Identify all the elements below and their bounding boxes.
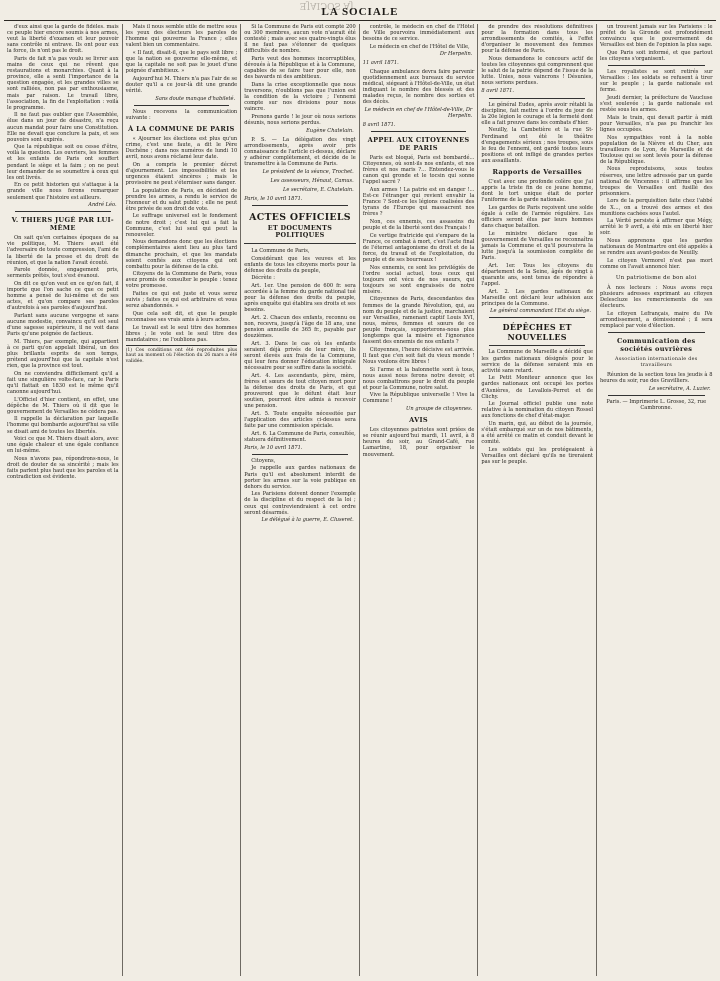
paragraph: La Vérité persiste à affirmer que Mégy, arrêté le 9 avril, a été mis en liberté hier soir. [599, 218, 713, 237]
paragraph: Jeudi dernier, la préfecture de Vaucluse s'est soulevée ; la garde nationale est restée sous les armes. [599, 94, 713, 114]
paragraph: Voici ce que M. Thiers disait alors, avec une égale chaleur et une égale confiance en lui-même. [7, 436, 119, 455]
paragraph: Le travail est le seul titre des hommes libres ; le vote est le seul titre des mandataires ; ne l'oublions pas. [125, 324, 238, 343]
section-title: V. THIERS JUGÉ PAR LUI-MÊME [11, 216, 114, 233]
paragraph: Que cela soit dit, et que le peuple reconnaisse ses vrais amis à leurs actes. [125, 310, 238, 323]
paragraph: Non, ces ennemis, ces assassins du peuple et de la liberté sont des Français ! [362, 218, 475, 231]
paragraph: Faites ce qui est juste et vous serez suivis ; faites ce qui est arbitraire et vous serez abandonnés. » [125, 291, 238, 310]
paragraph: Lors de la perquisition faite chez l'abbé de X..., on a trouvé des armes et des munitions cachées sous l'autel. [599, 198, 713, 217]
paragraph: Décrète : [251, 275, 275, 282]
signature: Le délégué à la guerre, E. Cluseret. [261, 517, 354, 524]
signature: Eugène Chatelain. [306, 127, 354, 134]
masthead: LA SOCIALE [321, 6, 399, 18]
paragraph: Nos sympathies vont à la noble population de la Nièvre et du Cher, aux travailleurs de Lyon, de Marseille et de Toulouse qui se sont levés pour la défense de la République. [599, 134, 713, 165]
paragraph: Art. 2. Les gardes nationaux de Marseille ont déclaré leur adhésion aux principes de la Commune. [481, 288, 593, 307]
paragraph: Art. 1er. Tous les citoyens du département de la Seine, âgés de vingt à quarante ans, sont tenus de répondre à l'appel. [481, 262, 593, 287]
paragraph: Parlant sans aucune vergogne et sans aucune modestie, convaincu qu'il est seul d'une sagesse supérieure, il ne voit dans Paris qu'une poignée de factieux. [7, 312, 119, 338]
paragraph: C'est avec une profonde colère que j'ai appris la triste fin de ce jeune homme, dont le tort unique était de porter l'uniforme de la garde nationale. [481, 178, 593, 204]
divider [489, 345, 585, 346]
paragraph: « Ajourner les élections est plus qu'un crime, c'est une faute, a dit le Père Duchêne ; dans nos numéros de lundi 10 avril, nous avons réclamé leur date. [125, 135, 238, 161]
paragraph: Le suffrage universel est le fondement de notre droit ; c'est lui qui a fait la Commune, c'est lui seul qui peut la renouveler. [125, 213, 238, 238]
divider [489, 317, 585, 318]
divider [608, 395, 705, 396]
paragraph: Art. 6. La Commune de Paris, consultée, statuera définitivement. [244, 430, 356, 443]
paragraph: Je rappelle aux gardes nationaux de Paris qu'il est absolument interdit de porter les armes sur la voie publique en dehors du service. [244, 465, 356, 490]
paragraph: Aux armes ! La patrie est en danger !... Est-ce l'étranger qui revient envahir la France ? Sont-ce les légions coalisées des tyrans de l'Europe qui massacrent nos frères ? [362, 186, 475, 218]
paragraph: Il ne faut pas oublier que l'Assemblée, élue dans un jour de désastre, n'a reçu aucun mandat pour faire une Constitution. Elle ne devait que conclure la paix, et ses pouvoirs sont expirés. [7, 112, 119, 143]
signature: Le médecin en chef de l'Hôtel-de-Ville, Dr Herpelin. [364, 106, 473, 119]
dateline: 8 avril 1871. [481, 88, 515, 95]
column-2 [123, 24, 242, 976]
column-3 [241, 24, 360, 976]
column-5 [478, 24, 597, 976]
paragraph: Parole donnée, engagement pris, serments prêtés, tout s'est évanoui. [7, 267, 119, 280]
divider [252, 205, 348, 206]
paragraph: Citoyennes de Paris, descendantes des femmes de la grande Révolution, qui, au nom du peuple et de la justice, marchaient sur Versailles, ramenant captif Louis XVI, nous, mères, femmes et sœurs de ce peuple français, supporterons-nous plus longtemps que la misère et l'ignorance fassent des ennemis de nos enfants ? [362, 296, 475, 346]
paragraph: La Commune de Marseille a décidé que les gardes nationaux désignés pour le service de la défense seraient mis en activité sans retard. [481, 349, 593, 374]
signature: Le secrétaire, E. Chatelain. [283, 186, 354, 193]
paragraph: Aujourd'hui M. Thiers n'a pas l'air de se douter qu'il a ce jour-là dit une grande vérité. [125, 75, 238, 94]
column-6 [597, 24, 716, 976]
paragraph: Paris de fait n'a pas voulu se livrer aux mains de ceux qui ne rêvent que restaurations et monarchies. Quant à la province, elle a senti l'importance de la question engagée, et les grandes villes se sont ralliées, non pas par enthousiasme, mais par raison. Le travail libre, l'association, la fin de l'exploitation : voilà le programme. [7, 55, 119, 111]
dateline: Paris, le 10 avril 1871. [244, 195, 303, 202]
paragraph: À nos lecteurs : Nous avons reçu plusieurs adresses exprimant au citoyen Delescluze les remerciements de ses électeurs. [599, 284, 713, 310]
paragraph: Ce vertige fratricide qui s'empare de la France, ce combat à mort, c'est l'acte final de l'éternel antagonisme du droit et de la force, du travail et de l'exploitation, du peuple et de ses bourreaux ! [362, 232, 475, 263]
paragraph: Le Journal officiel publie une note relative à la nomination du citoyen Rossel aux fonctions de chef d'état-major. [481, 401, 593, 420]
bleed-through-text: ƎJAIƆOS AJ [300, 0, 354, 10]
paragraph: Les citoyennes patriotes sont priées de se réunir aujourd'hui mardi, 11 avril, à 8 heures du soir, au Grand-Café, rue Lamartine, 18, pour organiser le mouvement. [362, 427, 475, 458]
signature: Le président de la séance, Trochet. [262, 168, 354, 175]
paragraph: Art. 5. Toute enquête nécessitée par l'application des articles ci-dessus sera faite par une commission spéciale. [244, 410, 356, 429]
paragraph: On sait qu'en certaines époques de sa vie politique, M. Thiers avait été l'adversaire de toute compression, l'ami de la liberté de la presse et du droit de réunion, et que la nation l'avait écouté. [7, 235, 119, 266]
dateline: Paris, le 10 avril 1871. [244, 444, 303, 451]
paragraph: Si la Commune de Paris eût compté 200 ou 300 membres, aucun vote n'aurait été contesté ; mais avec ses quatre-vingts élus il ne faut pas s'étonner de quelques difficultés de nombre. [244, 24, 356, 55]
paragraph: Le ministre déclare que le gouvernement de Versailles ne reconnaîtra jamais la Commune et qu'il poursuivra la lutte jusqu'à la soumission complète de Paris. [481, 230, 593, 262]
section-title: DÉPÊCHES ET NOUVELLES [502, 322, 572, 343]
divider [15, 211, 111, 212]
paragraph: Le médecin en chef de l'Hôtel de Ville, [369, 43, 470, 50]
dateline: 11 avril 1871. [362, 60, 399, 67]
postscript: P. S. — La délégation des vingt arrondissements, après avoir pris connaissance de l'article ci-dessus, déclare y adhérer complètement, et décide de le transmettre à la Commune de Paris. [244, 136, 356, 167]
section-title: À LA COMMUNE DE PARIS [128, 124, 235, 133]
section-subtitle: Association internationale des travailleurs [615, 357, 698, 369]
paragraph: Nous apprenons que les gardes nationaux de Montmartre ont été appelés à se rendre aux avant-postes de Neuilly. [599, 238, 713, 257]
paragraph: Les royalistes se sont retirés sur Versailles : les soldats se refusent à tirer sur le peuple ; la garde nationale est ferme. [599, 69, 713, 94]
signature: André Léo. [88, 202, 117, 209]
paragraph: Paris veut des hommes incorruptibles, dévoués à la République et à la Commune, capables de se faire tuer pour elle, non des bavards ni des ambitieux. [244, 55, 356, 81]
divider [489, 98, 585, 99]
paragraph: Vive la République universelle ! Vive la Commune ! [362, 392, 475, 405]
paragraph: Si l'arme et la baïonnette sont à tous, nous aussi nous ferons notre devoir, et nous combattrons pour le droit du peuple et pour la Commune, notre salut. [362, 366, 475, 391]
footnote: (1) Ces conditions ont été reproduites plus haut au moment où l'élection du 26 mars a été validée. [126, 345, 238, 364]
divider [608, 332, 705, 333]
paragraph: Neuilly, la Cambetière et la rue St-Ferdinand ont été le théâtre d'engagements sérieux ; nos troupes, sous le feu de l'ennemi, ont gardé toutes leurs positions et ont infligé de grandes pertes aux assaillants. [481, 127, 593, 164]
paragraph: On ne conviendra difficilement qu'il a fait une singulière volte-face, car le Paris qu'il flattait en 1830 est le même qu'il canonne aujourd'hui. [7, 370, 119, 395]
section-title: APPEL AUX CITOYENNES DE PARIS [367, 135, 470, 152]
signature: Le secrétaire, A. Luzier. [648, 385, 711, 392]
divider [134, 105, 230, 106]
paragraph: Nous demandons le concours actif de toutes les citoyennes qui comprennent que le salut de la patrie dépend de l'issue de la lutte. Unies, nous vaincrons ! Désunies, nous serions perdues. [481, 55, 593, 87]
paragraph: Dans la crise exceptionnelle que nous traversons, n'oublions pas que l'union est la condition de la victoire ; l'ennemi compte sur nos divisions pour nous vaincre. [244, 81, 356, 113]
paragraph: M. Thiers, par exemple, qui appartient à ce parti qu'on appelait libéral, un des plus brillants esprits de son temps, prétend aujourd'hui que la capitale n'est rien, que la province est tout. [7, 338, 119, 370]
section-title-large: ACTES OFFICIELS [249, 211, 351, 223]
column-4 [360, 24, 479, 976]
signature: Dr Herpelin. [439, 51, 473, 58]
paragraph: Mais il nous semble utile de mettre sous les yeux des électeurs les paroles de l'homme qui gouverne la France ; elles valent bien un commentaire. [125, 24, 238, 49]
paragraph: Un marin, qui, au début de la journée, s'était embarqué sur un de nos bâtiments, a été arrêté ce matin et conduit devant le comité. [481, 420, 593, 446]
divider [252, 454, 348, 455]
paragraph: Nos ennemis, ce sont les privilégiés de l'ordre social actuel, tous ceux qui toujours ont vécu de nos sueurs, qui toujours se sont engraissés de notre misère. [362, 264, 475, 295]
signature: Le général commandant l'Est du siège. [490, 308, 591, 315]
paragraph: Que Paris soit informé, et que partout les citoyens s'organisent. [599, 49, 713, 62]
section-title: Un patriotisme de bon aloi [615, 274, 697, 281]
paragraph: de prendre des résolutions définitives pour la formation dans tous les arrondissements de comités, à l'effet d'organiser le mouvement des femmes pour la défense de Paris. [481, 24, 593, 55]
paragraph: Le citoyen Vermorel n'est pas mort comme on l'avait annoncé hier. [599, 257, 713, 270]
paragraph: Le général Eudes, après avoir rétabli la discipline, fait mettre à l'ordre du jour de la 20e légion le courage et la fermeté dont elle a fait preuve dans les combats d'hier. [481, 101, 593, 126]
paragraph: Le Petit Moniteur annonce que les gardes nationaux ont occupé les portes d'Asnières, de Levallois-Perret et de Clichy. [481, 375, 593, 400]
paragraph: Citoyens, [251, 457, 276, 464]
paragraph: Chaque ambulance devra faire parvenir quotidiennement aux bureaux du service médical, siégeant à l'Hôtel-de-Ville, un état indiquant le nombre des blessés et des malades reçus, le nombre des sorties et des décès. [362, 68, 475, 106]
paragraph: On a compris le premier décret d'ajournement. Les impossibilités et les urgences étaient sincères ; mais le provisoire ne peut s'éterniser sans danger. [125, 161, 238, 186]
section-title: Rapports de Versailles [492, 167, 582, 176]
notice: Nous recevons la communication suivante : [125, 108, 238, 121]
paragraph: L'Officiel d'hier contient, en effet, une dépêche de M. Thiers où il dit que le gouvernement de Versailles ne cédera pas. [7, 396, 119, 415]
paragraph: Les gardes de Paris reçoivent une solde égale à celle de l'armée régulière. Les officiers seront élus par leurs hommes dans chaque bataillon. [481, 204, 593, 230]
printer-line: Paris. — Imprimerie L. Grosse, 32, rue Cambronne. [606, 398, 707, 411]
section-title: Communication des sociétés ouvrières [616, 337, 696, 354]
paragraph: La Commune de Paris, [251, 247, 310, 254]
section-subtitle: ET DOCUMENTS POLITIQUES [244, 225, 356, 244]
paragraph: En ce petit historien qui s'attaque à la grande ville nous ferons remarquer seulement que l'histoire est ailleurs. [7, 182, 119, 201]
paragraph: Nous n'avons pas, répondrons-nous, le droit de douter de sa sincérité ; mais les faits parlent plus haut que les paroles et la contradiction est évidente. [7, 455, 119, 481]
paragraph: Prenons garde ! le jour où nous serions désunis, nous serions perdus. [244, 113, 356, 126]
paragraph: Nous reproduisons, sous toutes réserves, une lettre adressée par un garde national de Vincennes : il affirme que les troupes de Versailles ont fusillé des prisonniers. [599, 166, 713, 197]
signature: Les assesseurs, Hénaut, Camus. [270, 177, 354, 184]
divider [608, 65, 705, 66]
paragraph: Considérant que les veuves et les enfants de tous les citoyens morts pour la défense des droits du peuple, [244, 255, 356, 274]
paragraph: Citoyens de la Commune de Paris, vous avez promis de consulter le peuple : tenez votre promesse. [125, 271, 238, 290]
paragraph: Nous demandons donc que les élections complémentaires aient lieu au plus tard dimanche prochain, et que les mandats soient confiés aux citoyens qui ont combattu pour la défense de la cité. [125, 239, 238, 270]
paragraph: Art. 4. Les ascendants, père, mère, frères et sœurs de tout citoyen mort pour la défense des droits de Paris, et qui prouveront que le défunt était leur soutien, pourront être admis à recevoir une pension. [244, 372, 356, 410]
signature: Un groupe de citoyennes. [406, 406, 473, 413]
dateline: 8 avril 1871. [362, 121, 396, 128]
col1-intro [7, 24, 119, 201]
masthead-rule [4, 20, 716, 21]
paragraph: Art. 3. Dans le cas où les enfants seraient déjà privés de leur mère, ils seront élevés aux frais de la Commune, qui leur fera donner l'éducation intégrale nécessaire pour se suffire dans la société. [244, 340, 356, 372]
paragraph: La population de Paris, en décidant de prendre les armes, a rendu le service de l'honneur et du salut public ; elle ne peut être privée de son droit de vote. [125, 187, 238, 212]
paragraph: d'eux ainsi que la garde de fidèles. mais ce peuple hier encore soumis à nos armes, veut la liberté d'examen et leur pouvoir sans contrôle ni entrave. Ils ont pour eux la force, ils n'ont pas le droit. [7, 24, 119, 55]
paragraph: un trouvent jamais sur les Parisiens : le préfet de la Gironde est profondément convaincu que le gouvernement de Versailles est bien de l'opinion la plus sage. [599, 24, 713, 49]
paragraph: Art. 2. Chacun des enfants, reconnu ou non, recevra, jusqu'à l'âge de 18 ans, une pension annuelle de 365 fr., payable par douzièmes. [244, 314, 356, 340]
paragraph: Citoyennes, l'heure décisive est arrivée. Il faut que c'en soit fait du vieux monde ! Nous voulons être libres ! [362, 346, 475, 365]
paragraph: Mais le train, qui devait partir à midi pour Versailles, n'a pas pu franchir les lignes occupées. [599, 114, 713, 133]
paragraph: Réunion de la section tous les jeudis à 8 heures du soir, rue des Gravilliers. [599, 372, 713, 385]
columns [4, 24, 716, 976]
paragraph: On dit ce qu'on veut en ce qu'on fait, il importe que l'on sache ce que ce petit homme a pensé de lui-même et de ses actes, et qu'on compare ses paroles d'autrefois à ses paroles d'aujourd'hui. [7, 280, 119, 312]
paragraph: contrôle, le médecin en chef de l'Hôtel de Ville pourvoira immédiatement aux besoins de ce service. [362, 24, 475, 43]
paragraph: « Il faut, disait-il, que le pays soit libre ; que la nation se gouverne elle-même, et que la capitale ne soit pas le jouet d'une poignée d'ambitieux. » [125, 49, 238, 75]
paragraph: Les Parisiens doivent donner l'exemple de la discipline et du respect de la loi ; ceux qui contreviendraient à cet ordre seront désarmés. [244, 491, 356, 516]
paragraph: Paris est bloqué, Paris est bombardé... Citoyennes, où sont-ils nos enfants, et nos frères et nos maris ?... Entendez-vous le canon qui gronde et le tocsin qui sonne l'appel sacré ? [362, 154, 475, 186]
aside-note: Sans doute manque d'habileté. [155, 95, 236, 102]
paragraph: Il rappelle la déclaration par laquelle l'homme qui bombarde aujourd'hui sa ville se disait ami de toutes les libertés. [7, 416, 119, 435]
section-title: AVIS [409, 416, 428, 425]
divider [371, 131, 467, 132]
paragraph: Les soldats qui les protégeaient à Versailles ont déclaré qu'ils ne tireraient pas sur le peuple. [481, 446, 593, 466]
paragraph: Art. 1er. Une pension de 600 fr. sera accordée à la femme du garde national tué pour la défense des droits du peuple, après enquête qui établira ses droits et ses besoins. [244, 282, 356, 314]
column-1 [4, 24, 123, 976]
paragraph: Le citoyen Lefrançais, maire du IVe arrondissement, a démissionné ; il sera remplacé par voie d'élection. [599, 310, 713, 330]
paragraph: Que la république soit ou cesse d'être, voilà la question. Les ouvriers, les femmes et les enfants de Paris ont souffert pendant le siège et la faim ; on ne peut leur demander de se soumettre à ceux qui les ont livrés. [7, 144, 119, 181]
